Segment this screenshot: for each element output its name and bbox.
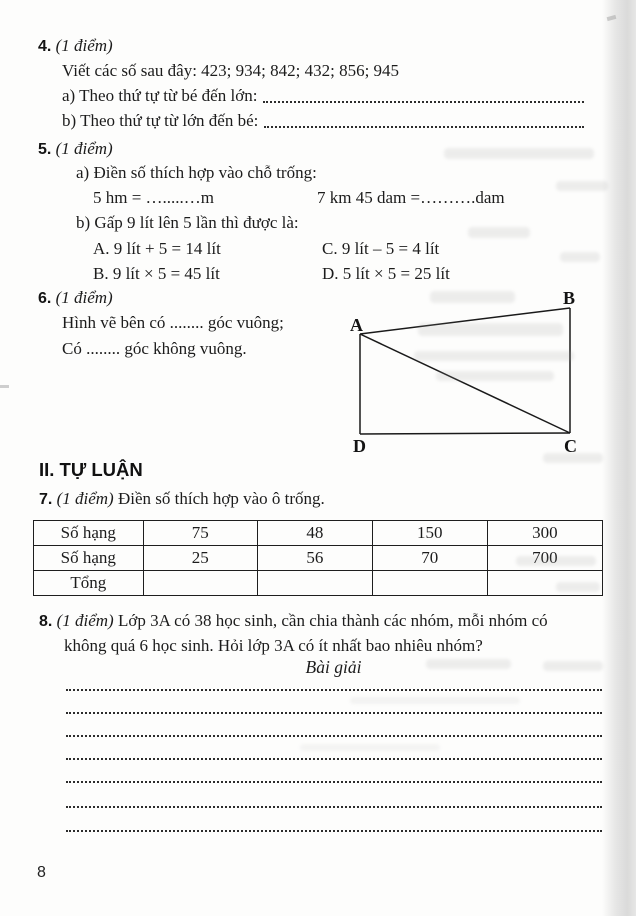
solution-label: Bài giải [305,657,362,677]
q5-header [38,139,113,159]
q5-blank1: 5 hm = ….....…m [93,188,215,207]
addends-table [33,520,603,596]
answer-line [66,777,602,783]
q8-number: 8. [39,613,53,630]
answer-line [66,802,602,808]
q7-header [39,489,325,509]
q4-answer-b [62,111,586,131]
q8-header [39,611,548,631]
answer-line [66,685,602,691]
q5-a-label: a) Điền số thích hợp vào chỗ trống: [76,163,317,182]
answer-line [66,754,602,760]
table-cell: Số hạng [34,521,144,546]
bleedthrough-artifact [300,744,440,751]
scan-edge-shadow [602,0,636,916]
table-row [34,546,603,571]
q5-number: 5. [38,141,52,158]
table-cell: 75 [143,521,258,546]
table-cell [258,571,373,596]
q4-header [38,36,113,56]
bleedthrough-artifact [444,148,594,159]
table-cell: 150 [372,521,487,546]
table-row [34,521,603,546]
q8-points: (1 điểm) [56,611,114,630]
q7-points: (1 điểm) [56,489,114,508]
page-number: 8 [37,864,46,881]
table-cell: 48 [258,521,373,546]
table-cell: 70 [372,546,487,571]
q5-choice-a: A. 9 lít + 5 = 14 lít [93,239,221,258]
q5-b-label: b) Gấp 9 lít lên 5 lần thì được là: [76,213,299,232]
q7-text: Điền số thích hợp vào ô trống. [117,489,325,508]
q4-a-label: a) Theo thứ tự từ bé đến lớn: [62,86,258,105]
q4-intro: Viết các số sau đây: 423; 934; 842; 432; 856; 945 [62,61,400,80]
table-cell: 300 [487,521,602,546]
table-cell: 700 [487,546,602,571]
table-cell: Tổng [34,571,144,596]
table-cell: 56 [258,546,373,571]
q5-points: (1 điểm) [55,139,113,158]
q5-blank2: 7 km 45 dam =……….dam [317,188,505,207]
q8-line1: Lớp 3A có 38 học sinh, cần chia thành các nhóm, mỗi nhóm có [117,611,548,630]
table-cell [372,571,487,596]
q4-b-blank [264,126,584,128]
q6-geometry-figure [346,290,588,458]
q6-points: (1 điểm) [55,288,113,307]
q5-choice-d: D. 5 lít × 5 = 25 lít [322,264,450,283]
q6-line2: Có ........ góc không vuông. [62,339,247,358]
q5-choice-c: C. 9 lít – 5 = 4 lít [322,239,440,258]
table-row [34,571,603,596]
scan-mark [0,385,9,388]
q8-line2: không quá 6 học sinh. Hỏi lớp 3A có ít nhất bao nhiêu nhóm? [64,636,483,655]
q6-header [38,288,113,308]
q4-answer-a [62,86,586,106]
answer-line [66,826,602,832]
q6-number: 6. [38,290,52,307]
scan-mark [607,15,617,21]
section-heading: II. TỰ LUẬN [39,459,143,480]
q6-line1: Hình vẽ bên có ........ góc vuông; [62,313,284,332]
vertex-label-a: A [350,315,363,335]
bleedthrough-artifact [556,181,608,191]
q4-points: (1 điểm) [55,36,113,55]
table-cell [487,571,602,596]
bleedthrough-artifact [560,252,600,262]
q4-a-blank [263,101,584,103]
q7-number: 7. [39,491,53,508]
q4-number: 4. [38,38,52,55]
q5-choice-b: B. 9 lít × 5 = 45 lít [93,264,220,283]
q4-b-label: b) Theo thứ tự từ lớn đến bé: [62,111,259,130]
table-cell [143,571,258,596]
vertex-label-b: B [563,290,576,308]
vertex-label-c: C [564,436,577,456]
table-cell: 25 [143,546,258,571]
vertex-label-d: D [353,436,366,456]
answer-line [66,708,602,714]
table-cell: Số hạng [34,546,144,571]
bleedthrough-artifact [468,227,530,238]
bleedthrough-artifact [350,697,520,704]
answer-line [66,731,602,737]
